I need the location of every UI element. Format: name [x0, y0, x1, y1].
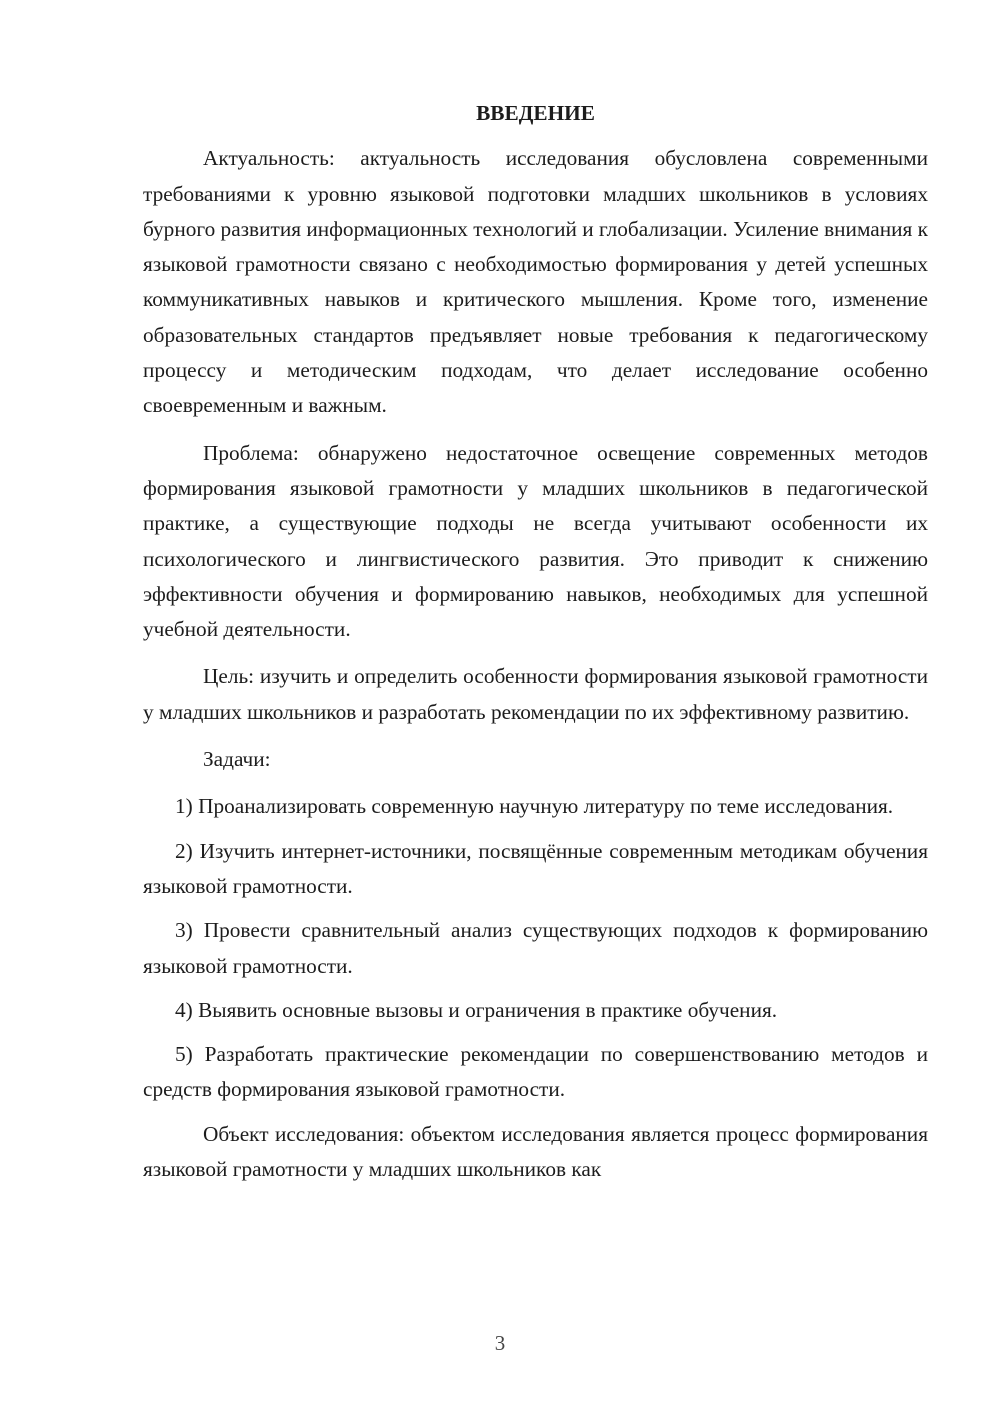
task-item-5: 5) Разработать практические рекомендации по совершенствованию методов и средств формирования языковой грамотности. [143, 1042, 928, 1102]
task-item-2: 2) Изучить интернет-источники, посвящённые современным методикам обучения языковой грамотности. [143, 838, 928, 898]
section-title: ВВЕДЕНИЕ [476, 101, 595, 125]
paragraph-object: Объект исследования: объектом исследования является процесс формирования языковой грамотности у младших школьников как [143, 1121, 928, 1182]
paragraph-actuality: Актуальность: актуальность исследования обусловлена современными требованиями к уровню языковой подготовки младших школьников в условиях бурного развития информационных технологий и глобализации. Усиление внимания к языковой грамотности связано с необходимостью формирования у детей успешных коммуникативных навыков и критического мышления. Кроме того, изменение образовательных стандартов предъявляет новые требования к педагогическому процессу и методическим подходам, что делает исследование особенно своевременным и важным. [143, 146, 928, 418]
page-number: 3 [494, 1331, 506, 1355]
tasks-heading: Задачи: [203, 747, 271, 772]
document-page [143, 96, 928, 1199]
task-item-3: 3) Провести сравнительный анализ существующих подходов к формированию языковой грамотности. [143, 918, 928, 978]
task-item-1: 1) Проанализировать современную научную литературу по теме исследования. [175, 794, 894, 819]
paragraph-goal: Цель: изучить и определить особенности формирования языковой грамотности у младших школьников и разработать рекомендации по их эффективному развитию. [143, 664, 928, 724]
task-item-4: 4) Выявить основные вызовы и ограничения в практике обучения. [175, 997, 778, 1022]
paragraph-problem: Проблема: обнаружено недостаточное освещение современных методов формирования языковой грамотности у младших школьников в педагогической практике, а существующие подходы не всегда учитывают особенности их психологического и лингвистического развития. Это приводит к снижению эффективности обучения и формированию навыков, необходимых для успешной учебной деятельности. [143, 440, 928, 642]
